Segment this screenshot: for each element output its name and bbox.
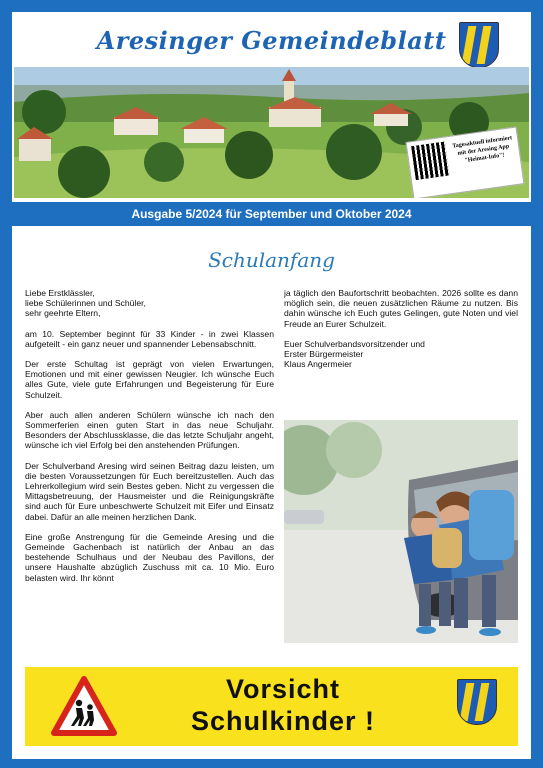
- warning-text: [143, 673, 423, 737]
- issue-banner: Ausgabe 5/2024 für September und Oktober 2024: [131, 207, 412, 221]
- article-paragraph: am 10. September beginnt für 33 Kinder - in zwei Klassen aufgeteilt - ein ganz neuer und spannender Lebensabschnitt.: [25, 328, 274, 349]
- article-title: Schulanfang: [208, 248, 335, 272]
- warning-banner: [25, 667, 518, 746]
- schoolchildren-photo: [284, 420, 518, 643]
- article-column-left: [25, 288, 274, 593]
- article-page: [12, 226, 531, 759]
- article-paragraph: Der Schulverband Aresing wird seinen Beitrag dazu leisten, um die besten Voraussetzungen für Euch bereitzustellen. Auch das Lehrerkollegium wird sein Bestes geben. Nicht zu vergessen die Mittagsbetreuung, der Hausmeister und die Reinigungskräfte sind auch für Eure unbeschwerte Schulzeit mit Eifer und Einsatz dabei. Dafür an alle meinen herzlichen Dank.: [25, 460, 274, 522]
- qr-code-icon: [411, 142, 449, 180]
- article-paragraph: Aber auch allen anderen Schülern wünsche ich nach den Sommerferien einen guten Start in das neue Schuljahr. Besonders der Abschlussklasse, die das letzte Schuljahr angeht, wünsche ich viel Erfolg bei den anstehenden Prüfungen.: [25, 409, 274, 451]
- article-paragraph: ja täglich den Baufortschritt beobachten. 2026 sollte es dann möglich sein, die neuen zusätzlichen Räume zu nutzen. Bis dahin wünsche ich Euch gutes Gelingen, gute Noten und viel Freude an Eurer Schulzeit.: [284, 288, 518, 329]
- article-paragraph: Eine große Anstrengung für die Gemeinde Aresing und die Gemeinde Gachenbach ist natürlich der Anbau an das bestehende Schulhaus und der Neubau des Pavillons, der unsere Haushalte abzüglich Zuschuss mit ca. 10 Mio. Euro belasten wird. Ihr könnt: [25, 531, 274, 583]
- signature-block: Euer Schulverbandsvorsitzender und Erster Bürgermeister Klaus Angermeier: [284, 338, 425, 370]
- village-photo: [14, 67, 529, 198]
- newsletter-title: Aresinger Gemeindeblatt: [96, 26, 447, 55]
- article-paragraph: Der erste Schultag ist geprägt von vielen Erwartungen, Emotionen und mit einer gewissen Neugier. Ich wünsche Euch alles Gute, viele gute Erfahrungen und Begeisterung für Eure Schulzeit.: [25, 359, 274, 400]
- coat-of-arms-icon: [457, 679, 495, 731]
- warning-line-2: Schulkinder !: [190, 706, 376, 736]
- warning-line-1: Vorsicht: [225, 674, 341, 704]
- article-paragraph: Liebe Erstklässler, liebe Schülerinnen und Schüler, sehr geehrte Eltern,: [25, 288, 146, 319]
- article-column-right: [284, 288, 518, 379]
- children-crossing-sign-icon: [51, 676, 117, 736]
- app-promo-text: Tagesaktuell informiert mit der Aresing App "Heimat-Info"!: [452, 135, 513, 165]
- masthead: [12, 12, 531, 202]
